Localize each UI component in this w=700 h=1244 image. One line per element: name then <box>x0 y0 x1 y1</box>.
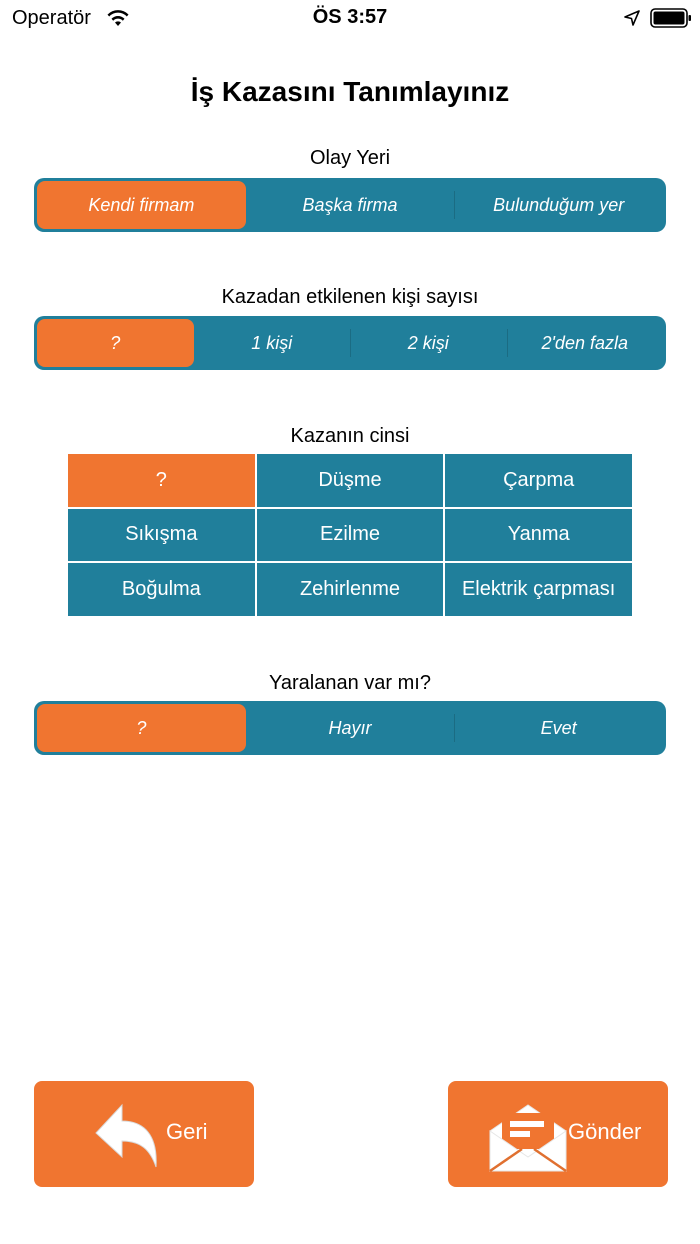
yaralanan-option-evet[interactable]: Evet <box>454 704 663 752</box>
kaza-cinsi-option-sikisma[interactable]: Sıkışma <box>68 509 255 562</box>
kaza-cinsi-option-unknown[interactable]: ? <box>68 454 255 507</box>
olay-yeri-option-kendi-firmam[interactable]: Kendi firmam <box>37 181 246 229</box>
back-button[interactable] <box>34 1081 254 1187</box>
carrier-name: Operatör <box>12 7 91 29</box>
kaza-cinsi-option-elektrik-carpmasi[interactable]: Elektrik çarpması <box>445 563 632 616</box>
kaza-cinsi-option-carpma[interactable]: Çarpma <box>445 454 632 507</box>
yaralanan-option-hayir[interactable]: Hayır <box>328 717 372 738</box>
kisi-sayisi-option-1[interactable]: 1 kişi <box>251 332 293 353</box>
page-title: İş Kazasını Tanımlayınız <box>190 76 510 107</box>
olay-yeri-option-bulundugum-yer[interactable]: Bulunduğum yer <box>454 181 663 229</box>
kisi-sayisi-option-more[interactable]: 2'den fazla <box>507 319 664 367</box>
olay-yeri-segmented-control <box>34 178 666 232</box>
status-bar <box>0 0 700 40</box>
location-arrow-icon <box>624 10 640 26</box>
send-button[interactable] <box>448 1081 668 1187</box>
kisi-sayisi-option-2[interactable]: 2 kişi <box>350 319 507 367</box>
yaralanan-label: Yaralanan var mı? <box>269 672 431 694</box>
yaralanan-segmented-control <box>34 701 666 755</box>
back-button-label: Geri <box>166 1119 208 1144</box>
kisi-sayisi-option-unknown[interactable]: ? <box>37 319 194 367</box>
kaza-cinsi-grid <box>68 454 632 616</box>
status-time: ÖS 3:57 <box>312 6 388 28</box>
olay-yeri-option-baska-firma[interactable]: Başka firma <box>302 194 398 215</box>
kaza-cinsi-option-yanma[interactable]: Yanma <box>445 509 632 562</box>
kaza-cinsi-option-ezilme[interactable]: Ezilme <box>257 509 444 562</box>
send-button-label: Gönder <box>568 1119 642 1144</box>
kisi-sayisi-segmented-control <box>34 316 666 370</box>
kaza-cinsi-option-bogulma[interactable]: Boğulma <box>68 563 255 616</box>
envelope-icon <box>486 1095 570 1175</box>
kisi-sayisi-label: Kazadan etkilenen kişi sayısı <box>221 286 479 308</box>
olay-yeri-label: Olay Yeri <box>309 147 391 169</box>
kaza-cinsi-option-zehirlenme[interactable]: Zehirlenme <box>257 563 444 616</box>
battery-icon <box>650 8 692 28</box>
kaza-cinsi-label: Kazanın cinsi <box>290 425 410 447</box>
back-arrow-icon <box>92 1099 164 1171</box>
yaralanan-option-unknown[interactable]: ? <box>37 704 246 752</box>
kaza-cinsi-option-dusme[interactable]: Düşme <box>257 454 444 507</box>
